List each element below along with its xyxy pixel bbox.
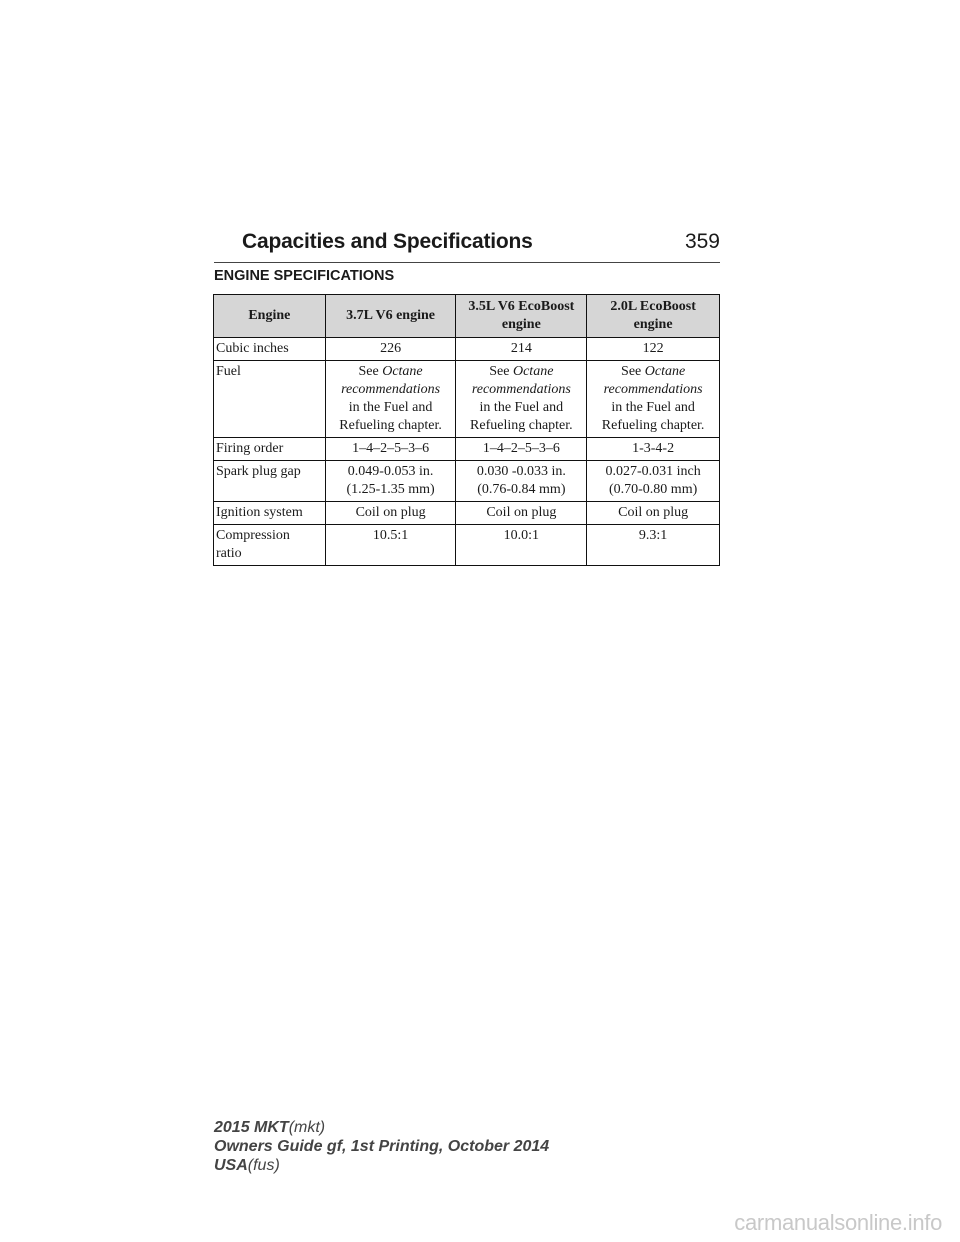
table-row-ignition-system [214,502,720,525]
table-cell [325,361,456,438]
fuel-line4: Refueling chapter. [339,418,442,433]
fuel-recommendations: recommendations [603,382,703,397]
table-cell: Coil on plug [325,502,456,525]
table-header-row [214,295,720,338]
table-cell: 122 [587,338,720,361]
fuel-see: See [621,364,642,379]
footer-market-code: (fus) [247,1157,280,1174]
table-cell [587,361,720,438]
table-cell: 214 [456,338,587,361]
gap-mm: (1.25-1.35 mm) [346,482,435,497]
watermark[interactable]: carmanualsonline.info [734,1210,942,1235]
table-row-firing-order [214,438,720,461]
row-label: Firing order [214,438,326,461]
fuel-line3: in the Fuel and [348,400,433,415]
page-number: 359 [684,230,720,253]
fuel-line4: Refueling chapter. [601,418,705,433]
table-cell: 9.3:1 [587,525,720,566]
table-cell [587,461,720,502]
row-label-line2: ratio [216,546,242,561]
fuel-recommendations: recommendations [471,382,571,397]
fuel-see: See [358,364,379,379]
table-cell: 10.5:1 [325,525,456,566]
page-header [214,226,720,263]
fuel-see: See [489,364,510,379]
column-header-20l-ecoboost: 2.0L EcoBoost engine [587,295,720,338]
gap-mm: (0.70-0.80 mm) [608,482,698,497]
column-header-engine: Engine [214,295,326,338]
table-cell [456,461,587,502]
table-cell: 1-3-4-2 [587,438,720,461]
fuel-line3: in the Fuel and [479,400,564,415]
fuel-recommendations: recommendations [341,382,441,397]
row-label: Fuel [214,361,326,438]
row-label: Spark plug gap [214,461,326,502]
table-cell: Coil on plug [587,502,720,525]
table-cell [456,361,587,438]
document-footer [214,1118,549,1175]
gap-inches: 0.027-0.031 inch [605,464,701,479]
footer-line1 [214,1118,549,1137]
table-row-spark-plug-gap [214,461,720,502]
column-header-35l-v6-ecoboost: 3.5L V6 EcoBoost engine [456,295,587,338]
footer-market: USA [214,1157,248,1174]
row-label-line1: Compression [216,528,290,543]
fuel-octane: Octane [644,364,686,379]
fuel-octane: Octane [512,364,554,379]
fuel-octane: Octane [382,364,423,379]
page-title: Capacities and Specifications [242,230,533,253]
footer-line2 [214,1137,549,1156]
fuel-line4: Refueling chapter. [470,418,573,433]
table-cell: 10.0:1 [456,525,587,566]
row-label: Cubic inches [214,338,326,361]
row-label: Ignition system [214,502,326,525]
table-cell [325,461,456,502]
footer-model: 2015 MKT [214,1119,289,1136]
gap-mm: (0.76-0.84 mm) [477,482,566,497]
table-row-cubic-inches [214,338,720,361]
column-header-37l-v6: 3.7L V6 engine [325,295,456,338]
engine-specifications-table [213,294,720,566]
fuel-line3: in the Fuel and [611,400,695,415]
gap-inches: 0.030 -0.033 in. [476,464,566,479]
table-row-compression-ratio [214,525,720,566]
table-row-fuel [214,361,720,438]
footer-model-code: (mkt) [288,1119,326,1136]
footer-line3 [214,1156,549,1175]
footer-printing: Owners Guide gf, 1st Printing, October 2014 [214,1138,550,1155]
table-cell: 1–4–2–5–3–6 [325,438,456,461]
table-cell: Coil on plug [456,502,587,525]
gap-inches: 0.049-0.053 in. [347,464,434,479]
row-label [214,525,326,566]
table-cell: 226 [325,338,456,361]
table-cell: 1–4–2–5–3–6 [456,438,587,461]
section-title: ENGINE SPECIFICATIONS [214,268,395,284]
